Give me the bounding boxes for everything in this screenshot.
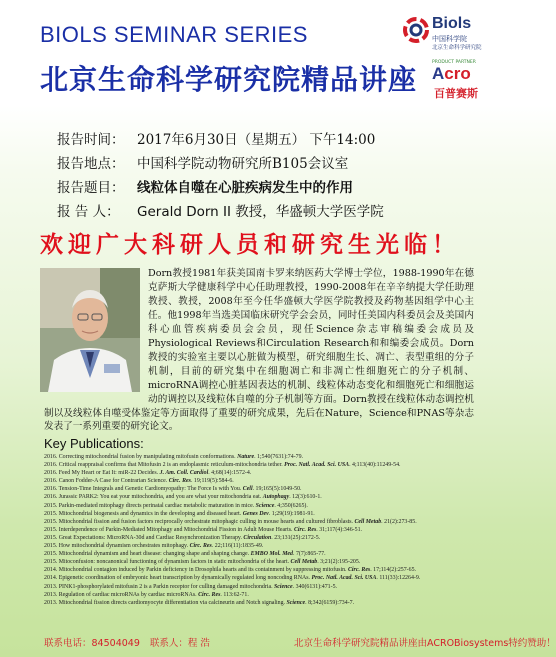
publication-item bbox=[44, 550, 496, 558]
publication-ref: . 22;116(11):1835-49. bbox=[211, 543, 264, 550]
info-topic bbox=[57, 176, 497, 200]
publication-text: 2015. Mitochondrial biogenesis and dynamics in the developing and diseased heart. bbox=[44, 510, 243, 517]
publication-ref: . 19;119(5):584-6. bbox=[190, 478, 234, 485]
acro-logo-cn: 百普赛斯 bbox=[434, 87, 478, 100]
biols-logo-mark-icon bbox=[402, 16, 430, 44]
contact-phone: 84504049 bbox=[91, 638, 140, 649]
publication-item bbox=[44, 566, 496, 574]
publication-ref: . 17;114(2):257-65. bbox=[370, 567, 416, 574]
publication-item bbox=[44, 542, 496, 550]
publication-text: 2016. Jurassic PARK2: You eat your mitochondria, and you are what your mitochondria eat. bbox=[44, 494, 263, 501]
publication-item bbox=[44, 510, 496, 518]
acro-logo bbox=[432, 60, 496, 100]
event-info bbox=[57, 128, 497, 224]
publication-ref: . 12(3):610-1. bbox=[289, 494, 322, 501]
publication-text: 2015. How mitochondrial dynamism orchestrates mitophagy. bbox=[44, 543, 190, 550]
info-time-label: 报告时间： bbox=[57, 132, 125, 148]
publication-item bbox=[44, 518, 496, 526]
publication-text: 2014. Mitochondrial contagion induced by Parkin deficiency in Drosophila hearts and its containment by suppressing mitofusin. bbox=[44, 567, 348, 574]
publication-journal: Science bbox=[274, 583, 293, 590]
publication-item bbox=[44, 477, 496, 485]
welcome-banner: 欢迎广大科研人员和研究生光临！ bbox=[40, 231, 460, 258]
publication-text: 2015. Great Expectations: MicroRNA-30d and Cardiac Resynchronization Therapy. bbox=[44, 534, 244, 541]
publication-ref: . 31;117(4):346-51. bbox=[316, 526, 363, 533]
info-speaker-label: 报 告 人： bbox=[57, 204, 120, 220]
contact-person-label: 联系人： bbox=[149, 638, 188, 649]
publication-text: 2016. Canon Fodder-A Case for Contrarian Science. bbox=[44, 478, 169, 485]
bio-photo-space bbox=[44, 267, 148, 393]
publication-journal: Cell Metab bbox=[354, 518, 382, 525]
publication-text: 2013. PINK1-phosphorylated mitofusin 2 is a Parkin receptor for culling damaged mitochondria. bbox=[44, 583, 275, 590]
publication-journal: Cell bbox=[242, 486, 253, 493]
publication-text: 2016. Feed My Heart or Eat It: miR-22 Decides. bbox=[44, 470, 160, 477]
speaker-bio bbox=[44, 267, 474, 434]
publication-ref: . 4;113(40):11249-54. bbox=[349, 462, 401, 469]
publication-ref: . 19;165(5):1049-50. bbox=[252, 486, 302, 493]
publication-text: 2016. Tension-Time Integrals and Genetic Cardiomyopathy: The Force Is with You. bbox=[44, 486, 243, 493]
publication-item bbox=[44, 461, 496, 469]
info-topic-value: 线粒体自噬在心脏疾病发生中的作用 bbox=[137, 180, 353, 196]
acro-logo-name-b: cro bbox=[444, 64, 471, 83]
publication-text: 2013. Regulation of cardiac microRNAs by cardiac microRNAs. bbox=[44, 591, 199, 598]
footer-sponsor: 北京生命科学研究院精品讲座由ACROBiosystems特约赞助！ bbox=[294, 638, 556, 649]
publication-journal: Nature bbox=[237, 454, 255, 460]
publication-journal: Science bbox=[255, 502, 275, 509]
publication-item bbox=[44, 453, 496, 461]
publication-journal: Circ. Res bbox=[189, 543, 212, 550]
publication-journal: Cell Metab bbox=[290, 559, 318, 566]
info-topic-label: 报告题目： bbox=[57, 180, 125, 196]
contact-person: 程 浩 bbox=[187, 638, 210, 649]
publication-text: 2015. Mitoconfusion: noncanonical functioning of dynamism factors in static mitochondria of the heart. bbox=[44, 559, 291, 566]
publication-item bbox=[44, 485, 496, 493]
info-location bbox=[57, 152, 497, 176]
publication-journal: Circ. Res bbox=[293, 526, 317, 533]
publication-item bbox=[44, 574, 496, 582]
acro-logo-name bbox=[432, 64, 471, 84]
publications-title: Key Publications: bbox=[44, 436, 144, 451]
publication-journal: Circ. Res bbox=[168, 478, 191, 485]
publication-journal: Proc. Natl. Acad. Sci. USA bbox=[284, 462, 350, 469]
info-location-value: 中国科学院动物研究所B105会议室 bbox=[137, 156, 349, 172]
publication-item bbox=[44, 469, 496, 477]
publication-journal: Autophagy bbox=[262, 494, 290, 501]
publication-text: 2014. Epigenetic coordination of embryonic heart transcription by dynamically regulated long noncoding RNAs. bbox=[44, 575, 312, 582]
publication-ref: . 4;68(14):1572-4. bbox=[208, 470, 252, 477]
publication-item bbox=[44, 558, 496, 566]
publication-journal: J. Am. Coll. Cardiol bbox=[159, 470, 209, 477]
publication-journal: Genes Dev bbox=[242, 510, 269, 517]
publication-text: 2013. Mitochondrial fission directs cardiomyocyte differentiation via calcineurin and Notch signaling. bbox=[44, 599, 287, 606]
header bbox=[0, 0, 500, 122]
publication-text: 2015. Mitochondrial fission and fusion factors reciprocally orchestrate mitophagic culling in mouse hearts and cultured fibroblasts. bbox=[44, 518, 355, 525]
publication-text: 2015. Interdependence of Parkin-Mediated Mitophagy and Mitochondrial Fission in Adult Mouse Hearts. bbox=[44, 526, 294, 533]
publication-ref: . 8;342(6159):734-7. bbox=[305, 599, 355, 606]
publication-journal: Science bbox=[286, 599, 306, 606]
footer-contact bbox=[44, 635, 210, 649]
publication-journal: Circulation bbox=[243, 534, 272, 541]
publication-text: 2015. Parkin-mediated mitophagy directs perinatal cardiac metabolic maturation in mice. bbox=[44, 502, 256, 509]
publication-item bbox=[44, 526, 496, 534]
publication-journal: Circ. Res bbox=[347, 567, 371, 574]
publication-text: 2015. Mitochondrial dynamism and heart disease: changing shape and shaping change. bbox=[44, 551, 251, 558]
bio-text: Dorn教授1981年获美国南卡罗来纳医药大学博士学位，1988-1990年在德克萨斯大学健康科学中心任助理教授，1990-2008年在辛辛纳提大学任助理教授、教授，2008年至今任华盛顿大学医学院教授及药物基因组学中心主任。他1998年当选美国临床研究学会会员，同时任美国内科委员会及美国内科心血管疾病委员会会员，现任Science杂志审稿编委会成员及Physiological Reviews和Circulation Research和和编委会成员。Dorn教授的实验室主要以心脏做为模型，研究细胞生长、凋亡、表型重组的分子机制，目前的研究集中在细胞凋亡和非凋亡性细胞死亡的分子机制、microRNA调控心脏基因表达的机制、线粒体动态变化和细胞死亡和细胞运动的调控以及线粒体自噬的分子机制等方面。Dorn教授在线粒体动态调控机制以及线粒体自噬受体鉴定等方面取得了重要的研究成果，先后在Nature，Science和PNAS等杂志发表了一系列重要的研究论文。 bbox=[44, 268, 474, 433]
acro-logo-name-a: A bbox=[432, 64, 445, 83]
publication-ref: . 7(7):865-77. bbox=[293, 551, 326, 558]
publication-ref: . 111(33):12264-9. bbox=[376, 575, 421, 582]
publication-item bbox=[44, 493, 496, 501]
publication-text: 2016. Critical reappraisal confirms that Mitofusin 2 is an endoplasmic reticulum-mitochondria tether. bbox=[44, 462, 285, 469]
info-time bbox=[57, 128, 497, 152]
publication-ref: . 113:62-71. bbox=[220, 591, 249, 598]
publication-journal: Circ. Res bbox=[198, 591, 221, 598]
publication-item bbox=[44, 583, 496, 591]
publication-item bbox=[44, 599, 496, 607]
biols-logo-cn: 中国科学院 bbox=[432, 35, 467, 43]
publications-list bbox=[44, 453, 496, 607]
publication-journal: EMBO Mol. Med bbox=[250, 551, 293, 558]
info-location-label: 报告地点： bbox=[57, 156, 125, 172]
info-time-value: 2017年6月30日（星期五） 下午14:00 bbox=[137, 132, 376, 148]
info-speaker-value: Gerald Dorn II 教授，华盛顿大学医学院 bbox=[137, 204, 384, 220]
publication-item bbox=[44, 502, 496, 510]
publication-item bbox=[44, 534, 496, 542]
biols-logo-name: Biols bbox=[432, 15, 472, 32]
publication-ref: . 4;350(6265). bbox=[274, 502, 308, 509]
series-title: BIOLS SEMINAR SERIES bbox=[40, 22, 308, 47]
publication-ref: . 340(6131):471-5. bbox=[292, 583, 338, 590]
biols-logo-cn2: 北京生命科学研究院 bbox=[432, 45, 482, 51]
publication-journal: Proc. Natl. Acad. Sci. USA bbox=[311, 575, 377, 582]
publication-ref: . 1;29(19):1981-91. bbox=[268, 510, 315, 517]
publication-ref: . 3;21(2):195-205. bbox=[317, 559, 361, 566]
publication-item bbox=[44, 591, 496, 599]
acro-logo-tag: PRODUCT PARTNER bbox=[432, 60, 476, 65]
footer bbox=[44, 635, 556, 653]
publication-ref: . 21(2):273-85. bbox=[381, 518, 417, 525]
main-title: 北京生命科学研究院精品讲座 bbox=[40, 63, 418, 96]
publication-ref: . 23;131(25):2172-5. bbox=[271, 534, 321, 541]
biols-logo bbox=[402, 14, 494, 54]
publication-ref: . 1;540(7631):74-79. bbox=[254, 454, 304, 460]
publication-text: 2016. Correcting mitochondrial fusion by manipulating mitofusin conformations. bbox=[44, 454, 238, 460]
info-speaker bbox=[57, 200, 497, 224]
contact-phone-label: 联系电话： bbox=[44, 638, 92, 649]
